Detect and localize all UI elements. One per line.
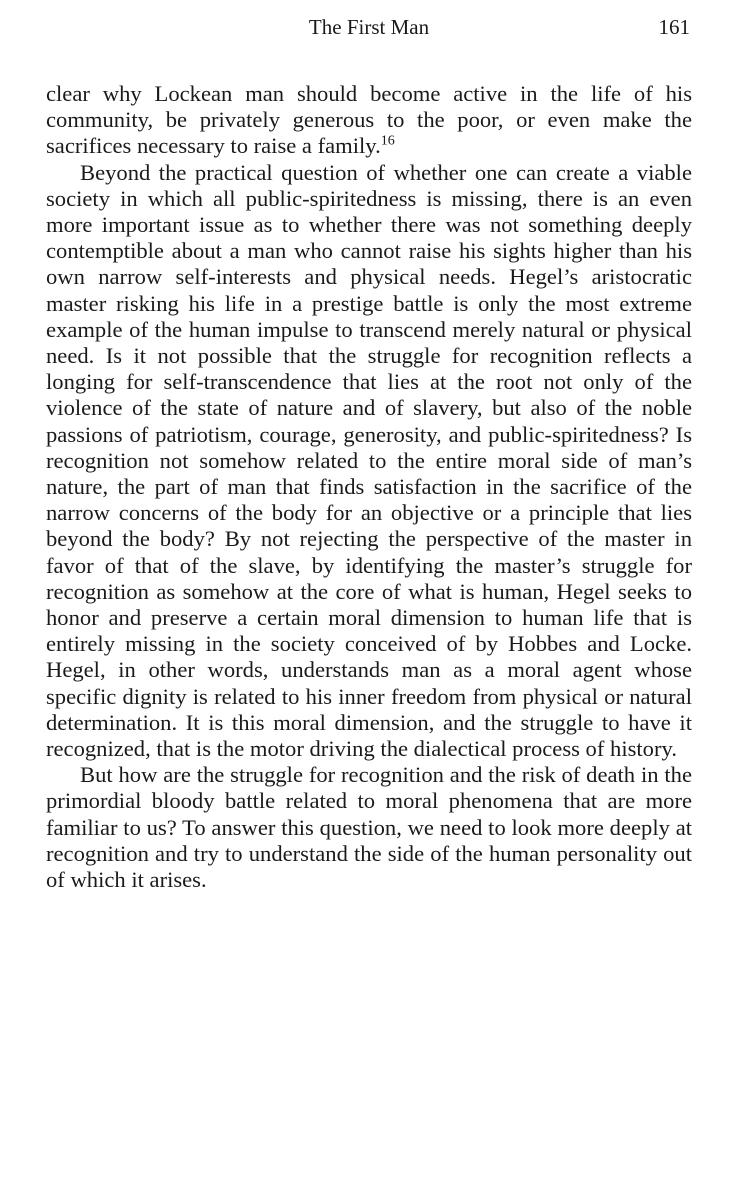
running-head <box>46 12 692 42</box>
paragraph-3: But how are the struggle for recognition and the risk of death in the primordial bloody battle related to moral phenomena that are more familiar to us? To answer this question, we need to look more deeply at recognition and try to understand the side of the human personality out of which it arises. <box>46 762 692 893</box>
paragraph-continued <box>46 81 692 160</box>
page-number: 161 <box>658 15 690 39</box>
running-title: The First Man <box>308 15 430 39</box>
paragraph-1-text: clear why Lockean man should become active in the life of his community, be privately generous to the poor, or even make the sacrifices necessary to raise a family. <box>46 81 692 159</box>
footnote-marker: 16 <box>380 133 395 149</box>
paragraph-2: Beyond the practical question of whether one can create a viable society in which all public-spiritedness is missing, there is an even more important issue as to whether there was not something deeply contemptible about a man who cannot raise his sights higher than his own narrow self-interests and physical needs. Hegel’s aristocratic master risking his life in a prestige battle is only the most extreme example of the human impulse to transcend merely natural or physical need. Is it not possible that the struggle for recognition reflects a longing for self-transcendence that lies at the root not only of the violence of the state of nature and of slavery, but also of the noble passions of patriotism, courage, generosity, and public-spiritedness? Is recognition not somehow related to the entire moral side of man’s nature, the part of man that finds satisfaction in the sacrifice of the narrow concerns of the body for an objective or a principle that lies beyond the body? By not rejecting the perspective of the master in favor of that of the slave, by identifying the master’s struggle for recognition as somehow at the core of what is human, Hegel seeks to honor and preserve a certain moral dimension to human life that is entirely missing in the society conceived of by Hobbes and Locke. Hegel, in other words, understands man as a moral agent whose specific dignity is related to his inner freedom from physical or natural determination. It is this moral dimension, and the struggle to have it recognized, that is the motor driving the dialectical process of history. <box>46 159 692 762</box>
body-text <box>46 81 692 893</box>
